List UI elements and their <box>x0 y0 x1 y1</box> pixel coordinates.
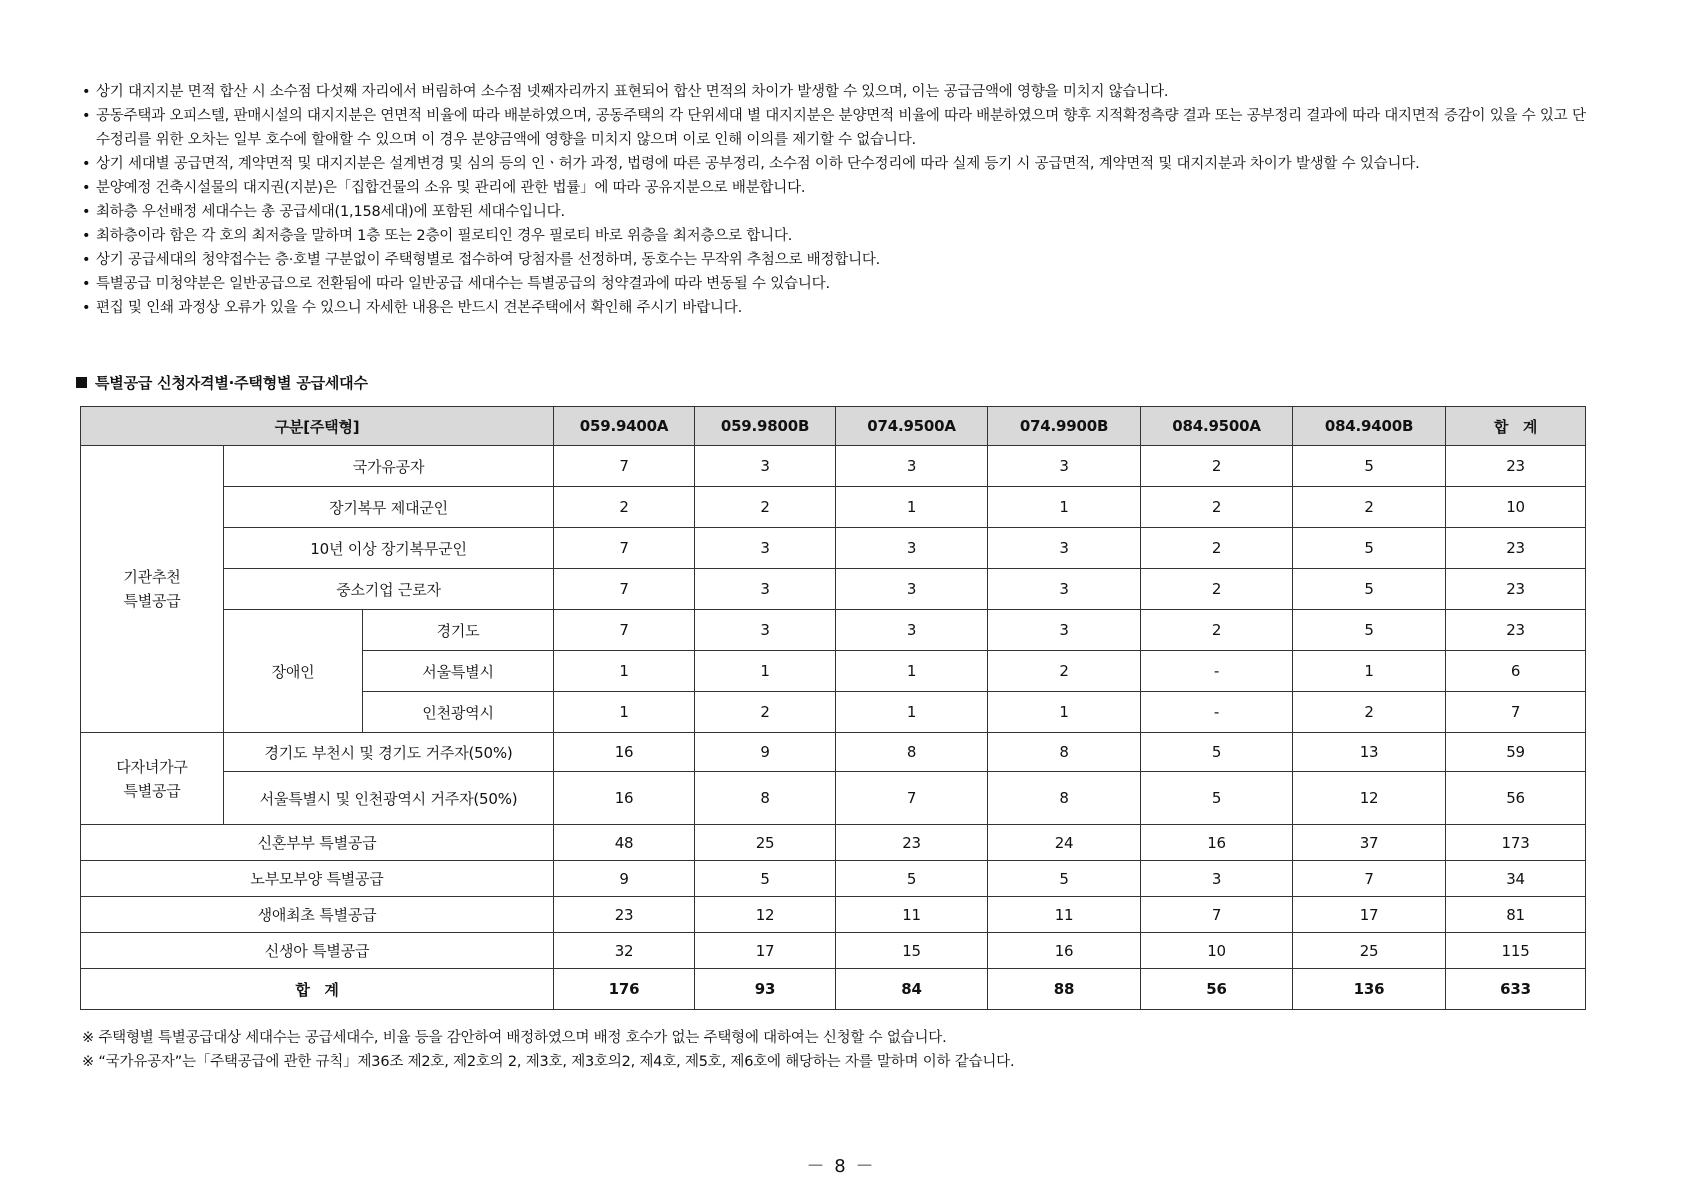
value-cell: 3 <box>988 610 1141 651</box>
table-row <box>81 897 1586 933</box>
row-label: 인천광역시 <box>363 692 554 733</box>
value-cell: 2 <box>1141 569 1293 610</box>
section-title <box>76 372 368 393</box>
value-cell: 1 <box>1293 651 1446 692</box>
value-cell: 11 <box>988 897 1141 933</box>
value-cell: 2 <box>1293 487 1446 528</box>
value-cell: 25 <box>695 825 836 861</box>
value-cell: 1 <box>836 692 988 733</box>
value-cell: 84 <box>836 969 988 1010</box>
group-label-multichild: 다자녀가구 특별공급 <box>81 733 224 825</box>
note-item: • 상기 공급세대의 청약접수는 층·호별 구분없이 주택형별로 접수하여 당첨자를 선정하며, 동호수는 무작위 추첨으로 배정합니다. <box>82 248 1592 272</box>
value-cell: 12 <box>1293 772 1446 825</box>
note-item: • 상기 세대별 공급면적, 계약면적 및 대지지분은 설계변경 및 심의 등의 인ㆍ허가 과정, 법령에 따른 공부정리, 소수점 이하 단수정리에 따라 실제 등기 시 공급면적, 계약면적 및 대지지분과 차이가 발생할 수 있습니다. <box>82 152 1592 176</box>
value-cell: 8 <box>988 772 1141 825</box>
header-type: 084.9400B <box>1293 407 1446 446</box>
value-cell: 15 <box>836 933 988 969</box>
footnotes <box>82 1026 1592 1074</box>
value-cell: 10 <box>1141 933 1293 969</box>
table-row <box>81 825 1586 861</box>
value-cell: 48 <box>554 825 695 861</box>
value-cell: 12 <box>695 897 836 933</box>
table-row <box>81 772 1586 825</box>
table-row <box>81 733 1586 772</box>
row-total-cell: 23 <box>1446 610 1586 651</box>
value-cell: 3 <box>1141 861 1293 897</box>
value-cell: 1 <box>836 487 988 528</box>
value-cell: 3 <box>695 610 836 651</box>
value-cell: 5 <box>1293 569 1446 610</box>
value-cell: 1 <box>988 692 1141 733</box>
value-cell: 23 <box>554 897 695 933</box>
row-label: 중소기업 근로자 <box>224 569 554 610</box>
row-total-cell: 115 <box>1446 933 1586 969</box>
value-cell: 2 <box>988 651 1141 692</box>
value-cell: 3 <box>836 528 988 569</box>
header-total: 합 계 <box>1446 407 1586 446</box>
row-label: 국가유공자 <box>224 446 554 487</box>
value-cell: - <box>1141 651 1293 692</box>
row-label: 장기복무 제대군인 <box>224 487 554 528</box>
value-cell: 7 <box>836 772 988 825</box>
note-item: • 편집 및 인쇄 과정상 오류가 있을 수 있으니 자세한 내용은 반드시 견본주택에서 확인해 주시기 바랍니다. <box>82 296 1592 320</box>
table-row <box>81 569 1586 610</box>
row-label: 노부모부양 특별공급 <box>81 861 554 897</box>
value-cell: 16 <box>988 933 1141 969</box>
page-number: － 8 － <box>806 1156 876 1177</box>
value-cell: 37 <box>1293 825 1446 861</box>
value-cell: 25 <box>1293 933 1446 969</box>
value-cell: 8 <box>836 733 988 772</box>
row-total-cell: 633 <box>1446 969 1586 1010</box>
value-cell: 9 <box>554 861 695 897</box>
value-cell: 2 <box>1141 610 1293 651</box>
value-cell: 5 <box>1293 610 1446 651</box>
note-item: • 최하층 우선배정 세대수는 총 공급세대(1,158세대)에 포함된 세대수입니다. <box>82 200 1592 224</box>
value-cell: 1 <box>988 487 1141 528</box>
row-label: 경기도 <box>363 610 554 651</box>
header-type: 059.9800B <box>695 407 836 446</box>
table-body <box>81 446 1586 1010</box>
table-row <box>81 861 1586 897</box>
sum-row <box>81 969 1586 1010</box>
value-cell: 1 <box>836 651 988 692</box>
table-row <box>81 610 1586 651</box>
value-cell: 1 <box>695 651 836 692</box>
value-cell: 3 <box>988 569 1141 610</box>
row-total-cell: 56 <box>1446 772 1586 825</box>
value-cell: 1 <box>554 651 695 692</box>
value-cell: 5 <box>1293 528 1446 569</box>
value-cell: 2 <box>1293 692 1446 733</box>
value-cell: 136 <box>1293 969 1446 1010</box>
value-cell: 7 <box>1293 861 1446 897</box>
value-cell: 7 <box>554 528 695 569</box>
group-label-institution: 기관추천 특별공급 <box>81 446 224 733</box>
row-total-cell: 81 <box>1446 897 1586 933</box>
row-total-cell: 34 <box>1446 861 1586 897</box>
row-total-cell: 59 <box>1446 733 1586 772</box>
value-cell: 32 <box>554 933 695 969</box>
row-label: 서울특별시 <box>363 651 554 692</box>
group-label-disabled: 장애인 <box>224 610 363 733</box>
value-cell: 17 <box>695 933 836 969</box>
header-type: 059.9400A <box>554 407 695 446</box>
value-cell: 3 <box>836 446 988 487</box>
value-cell: 3 <box>836 569 988 610</box>
row-label: 서울특별시 및 인천광역시 거주자(50%) <box>224 772 554 825</box>
value-cell: 56 <box>1141 969 1293 1010</box>
row-label: 생애최초 특별공급 <box>81 897 554 933</box>
table-row <box>81 487 1586 528</box>
value-cell: 3 <box>988 446 1141 487</box>
value-cell: 13 <box>1293 733 1446 772</box>
row-total-cell: 23 <box>1446 528 1586 569</box>
value-cell: 8 <box>988 733 1141 772</box>
row-total-cell: 6 <box>1446 651 1586 692</box>
value-cell: 7 <box>554 446 695 487</box>
value-cell: 5 <box>1293 446 1446 487</box>
footnote: ※ 주택형별 특별공급대상 세대수는 공급세대수, 비율 등을 감안하여 배정하였으며 배정 호수가 없는 주택형에 대하여는 신청할 수 없습니다. <box>82 1030 947 1046</box>
table-row <box>81 446 1586 487</box>
value-cell: 2 <box>695 692 836 733</box>
value-cell: 3 <box>836 610 988 651</box>
value-cell: 16 <box>554 772 695 825</box>
note-item: • 분양예정 건축시설물의 대지권(지분)은「집합건물의 소유 및 관리에 관한 법률」에 따라 공유지분으로 배분합니다. <box>82 176 1592 200</box>
value-cell: 11 <box>836 897 988 933</box>
value-cell: 2 <box>1141 446 1293 487</box>
row-label: 신혼부부 특별공급 <box>81 825 554 861</box>
notes-list <box>82 80 1592 320</box>
row-label: 경기도 부천시 및 경기도 거주자(50%) <box>224 733 554 772</box>
row-total-cell: 23 <box>1446 446 1586 487</box>
row-total-cell: 23 <box>1446 569 1586 610</box>
row-total-cell: 173 <box>1446 825 1586 861</box>
value-cell: 24 <box>988 825 1141 861</box>
sum-label: 합 계 <box>81 969 554 1010</box>
value-cell: 23 <box>836 825 988 861</box>
value-cell: 8 <box>695 772 836 825</box>
row-total-cell: 10 <box>1446 487 1586 528</box>
header-type: 074.9900B <box>988 407 1141 446</box>
row-label: 신생아 특별공급 <box>81 933 554 969</box>
value-cell: 5 <box>1141 772 1293 825</box>
note-item: • 공동주택과 오피스텔, 판매시설의 대지지분은 연면적 비율에 따라 배분하였으며, 공동주택의 각 단위세대 별 대지지분은 분양면적 비율에 따라 배분하였으며 향후 지적확정측량 결과 또는 공부정리 결과에 따라 대지면적 증감이 있을 수 있고 단수정리를 위한 오차는 일부 호수에 할애할 수 있으며 이 경우 분양금액에 영향을 미치지 않으며 이로 인해 이의를 제기할 수 없습니다. <box>82 104 1592 152</box>
supply-table <box>80 406 1586 1010</box>
note-item: • 최하층이라 함은 각 호의 최저층을 말하며 1층 또는 2층이 필로티인 경우 필로티 바로 위층을 최저층으로 합니다. <box>82 224 1592 248</box>
footnote: ※ “국가유공자”는「주택공급에 관한 규칙」제36조 제2호, 제2호의 2, 제3호, 제3호의2, 제4호, 제5호, 제6호에 해당하는 자를 말하며 이하 같습니다. <box>82 1054 1015 1070</box>
value-cell: 5 <box>836 861 988 897</box>
section-title-text: 특별공급 신청자격별·주택형별 공급세대수 <box>95 374 368 392</box>
value-cell: 7 <box>1141 897 1293 933</box>
value-cell: 3 <box>695 569 836 610</box>
value-cell: 16 <box>554 733 695 772</box>
row-label: 10년 이상 장기복무군인 <box>224 528 554 569</box>
value-cell: 5 <box>988 861 1141 897</box>
value-cell: 17 <box>1293 897 1446 933</box>
note-item: • 상기 대지지분 면적 합산 시 소수점 다섯째 자리에서 버림하여 소수점 넷째자리까지 표현되어 합산 면적의 차이가 발생할 수 있으며, 이는 공급금액에 영향을 미치지 않습니다. <box>82 80 1592 104</box>
value-cell: 88 <box>988 969 1141 1010</box>
value-cell: 5 <box>695 861 836 897</box>
square-bullet-icon <box>76 377 87 388</box>
note-item: • 특별공급 미청약분은 일반공급으로 전환됨에 따라 일반공급 세대수는 특별공급의 청약결과에 따라 변동될 수 있습니다. <box>82 272 1592 296</box>
value-cell: 7 <box>554 569 695 610</box>
value-cell: 93 <box>695 969 836 1010</box>
value-cell: 7 <box>554 610 695 651</box>
table-header-row <box>81 407 1586 446</box>
value-cell: 2 <box>695 487 836 528</box>
table-row <box>81 528 1586 569</box>
header-type: 074.9500A <box>836 407 988 446</box>
value-cell: 2 <box>1141 528 1293 569</box>
value-cell: 3 <box>988 528 1141 569</box>
value-cell: 2 <box>1141 487 1293 528</box>
value-cell: 176 <box>554 969 695 1010</box>
value-cell: 3 <box>695 528 836 569</box>
value-cell: 16 <box>1141 825 1293 861</box>
row-total-cell: 7 <box>1446 692 1586 733</box>
value-cell: 3 <box>695 446 836 487</box>
table-row <box>81 933 1586 969</box>
value-cell: 5 <box>1141 733 1293 772</box>
value-cell: 2 <box>554 487 695 528</box>
value-cell: - <box>1141 692 1293 733</box>
header-category: 구분[주택형] <box>81 407 554 446</box>
value-cell: 9 <box>695 733 836 772</box>
header-type: 084.9500A <box>1141 407 1293 446</box>
value-cell: 1 <box>554 692 695 733</box>
